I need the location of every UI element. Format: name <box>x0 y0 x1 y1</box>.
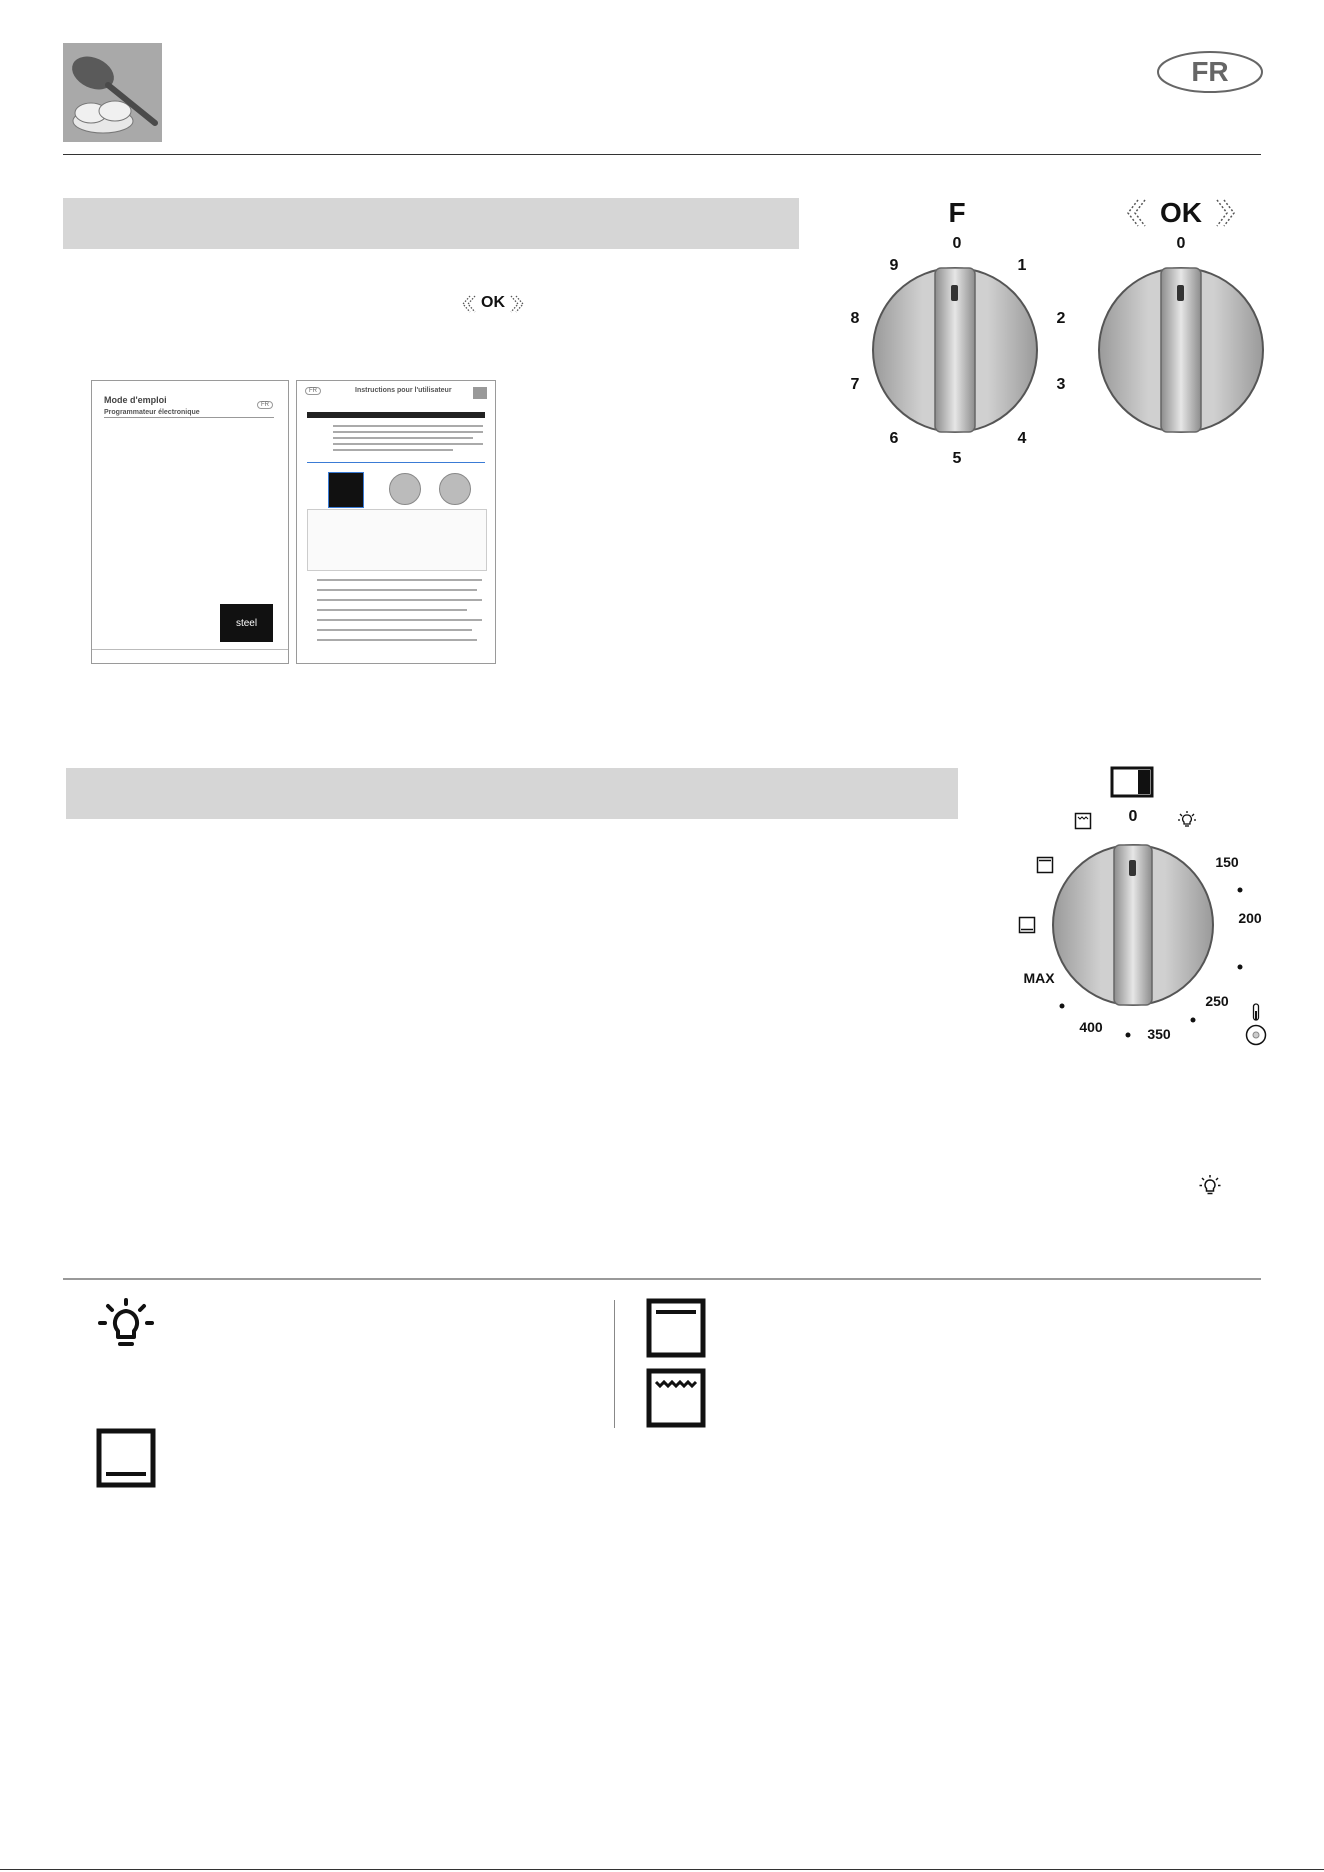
thermostat-position-400: 400 <box>1079 1019 1103 1035</box>
bottom-heating-icon <box>1018 916 1036 934</box>
function-position-6: 6 <box>889 430 899 447</box>
manual-cover-subtitle: Programmateur électronique <box>104 409 200 416</box>
grill-icon <box>1074 812 1092 830</box>
ok-knob-label: OK <box>1160 197 1202 228</box>
oven-compartment-icon <box>1110 766 1158 800</box>
thermostat-position-0: 0 <box>1128 808 1138 825</box>
bottom-heater-icon <box>96 1428 156 1488</box>
section-divider <box>63 1278 1261 1280</box>
top-heating-icon <box>1036 856 1054 874</box>
scale-dot <box>1191 1018 1196 1023</box>
ok-position-0: 0 <box>1176 235 1186 252</box>
manual-page-language: FR <box>305 387 321 395</box>
scale-dot <box>1238 888 1243 893</box>
function-knob-letter: F <box>948 197 966 228</box>
thermostat-position-200: 200 <box>1238 910 1262 926</box>
section-heading-bar <box>66 768 958 819</box>
oven-light-icon <box>1177 810 1197 830</box>
function-position-2: 2 <box>1056 310 1066 327</box>
manual-page-title: Instructions pour l'utilisateur <box>355 387 452 394</box>
manual-cover-title: Mode d'emploi <box>104 395 167 405</box>
scale-dot <box>1126 1033 1131 1038</box>
thermostat-position-150: 150 <box>1215 854 1239 870</box>
lamp-icon <box>1198 1174 1222 1198</box>
thermostat-position-max: MAX <box>1023 970 1055 986</box>
manual-cover-language: FR <box>257 401 273 409</box>
legend-column-divider <box>614 1300 615 1428</box>
function-position-9: 9 <box>889 257 899 274</box>
thermostat-position-350: 350 <box>1147 1026 1171 1042</box>
function-position-5: 5 <box>952 450 962 467</box>
thermostat-position-250: 250 <box>1205 993 1229 1009</box>
ok-inline-text: OK <box>481 294 505 311</box>
thermostat-knob[interactable] <box>1053 845 1213 1005</box>
function-position-3: 3 <box>1056 376 1066 393</box>
function-position-1: 1 <box>1017 257 1027 274</box>
grill-heater-icon <box>646 1368 706 1428</box>
lamp-icon <box>96 1298 156 1356</box>
thermometer-icon <box>1243 1003 1269 1047</box>
ok-knob[interactable] <box>1099 268 1263 432</box>
function-knob[interactable] <box>873 268 1037 432</box>
function-position-4: 4 <box>1017 430 1027 447</box>
page-bottom-rule <box>0 1869 1324 1870</box>
function-position-8: 8 <box>850 310 860 327</box>
scale-dot <box>1238 965 1243 970</box>
brand-logo-text: steel <box>235 617 258 629</box>
language-badge-text: FR <box>1191 56 1229 87</box>
function-position-0: 0 <box>952 235 962 252</box>
scale-dot <box>1060 1004 1065 1009</box>
function-position-7: 7 <box>850 376 860 393</box>
top-heater-icon <box>646 1298 706 1358</box>
